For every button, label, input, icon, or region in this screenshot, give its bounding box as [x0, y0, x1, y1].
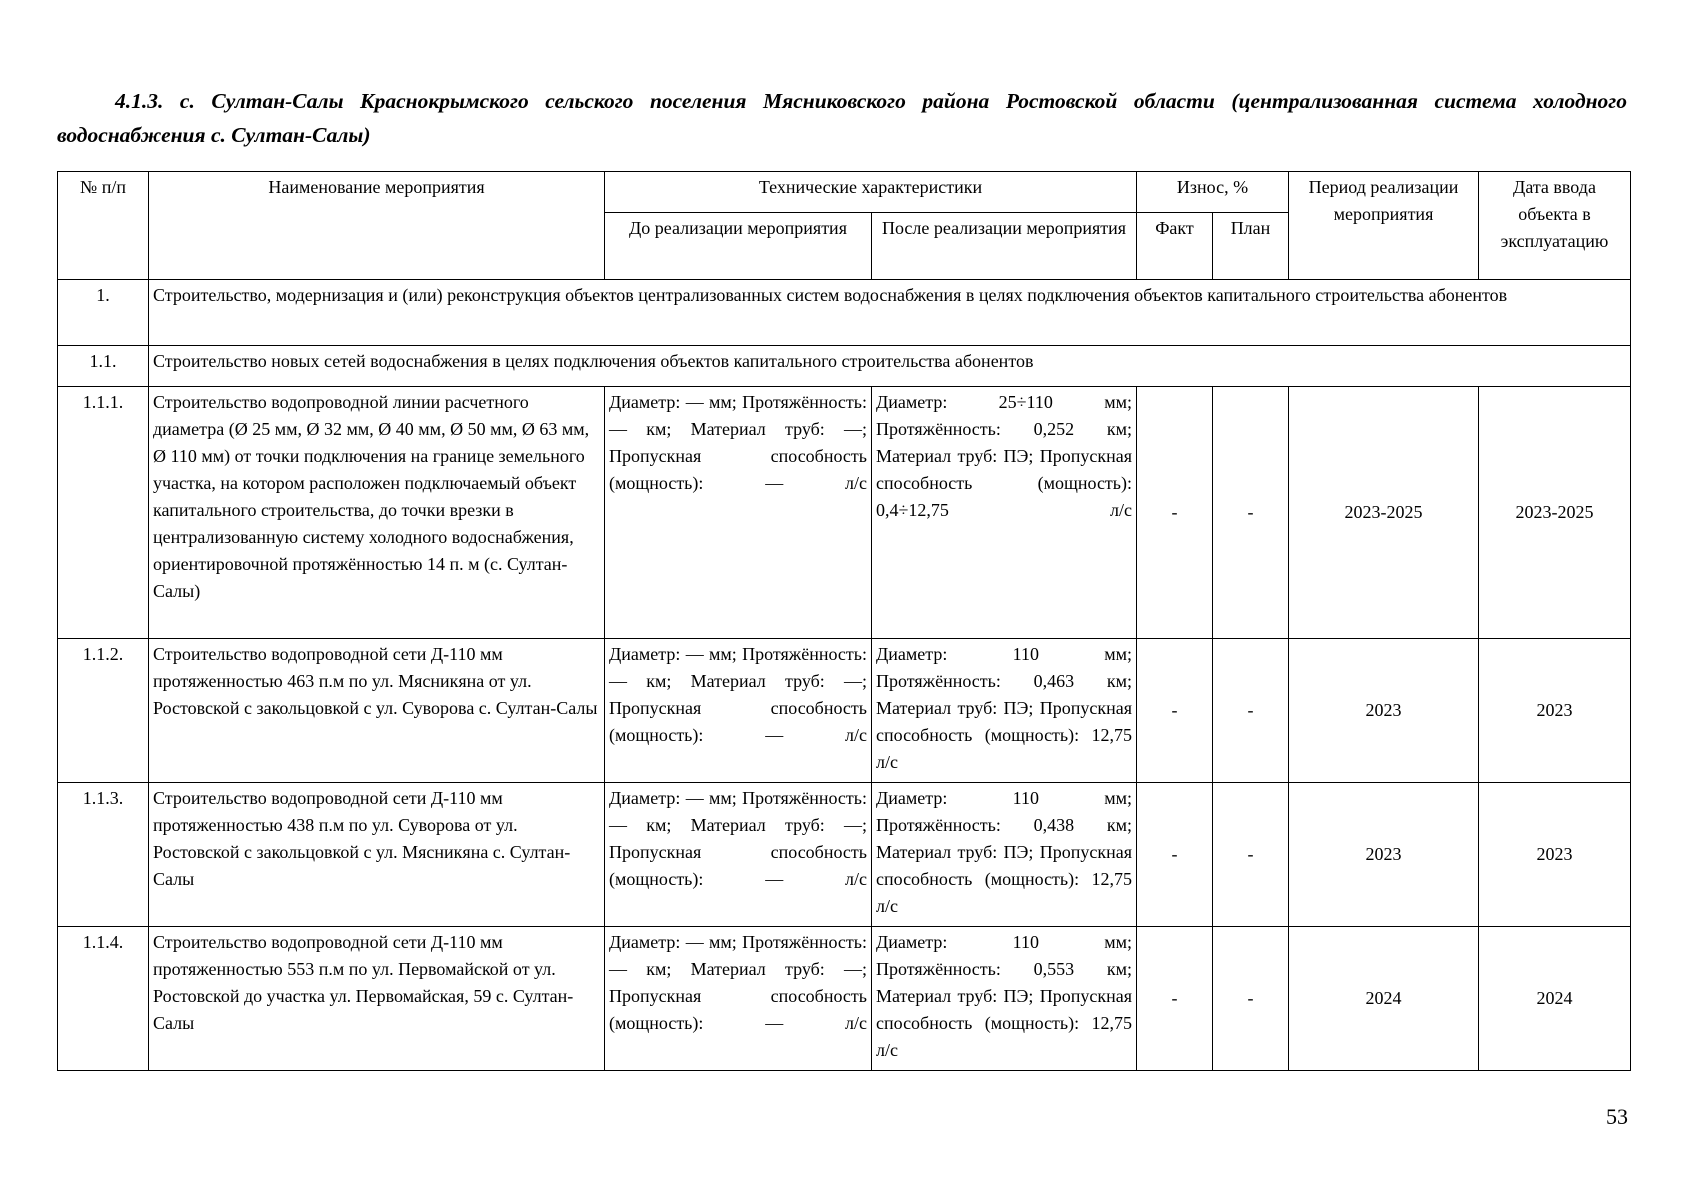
header-date: Дата ввода объекта в эксплуатацию [1479, 172, 1631, 280]
row-before: Диаметр: — мм; Протяжённость: — км; Материал труб: —; Пропускная способность (мощность): — л/с [605, 783, 872, 927]
header-name: Наименование мероприятия [149, 172, 605, 280]
row-fact: - [1137, 639, 1213, 783]
section-heading: 4.1.3. с. Султан-Салы Краснокрымского сельского поселения Мясниковского района Ростовской области (централизованная система холодного водоснабжения с. Султан-Салы) [57, 89, 1627, 147]
page-number: 53 [1606, 1104, 1628, 1129]
row-fact: - [1137, 387, 1213, 639]
row-num: 1.1.2. [58, 639, 149, 783]
header-tech: Технические характеристики [605, 172, 1137, 213]
row-plan: - [1213, 927, 1289, 1071]
section-row-1 [58, 280, 1631, 346]
row-num: 1.1.3. [58, 783, 149, 927]
row-after: Диаметр: 110 мм; Протяжённость: 0,463 км; Материал труб: ПЭ; Пропускная способность (мощность): 12,75 л/с [872, 639, 1137, 783]
row-period: 2024 [1289, 927, 1479, 1071]
row-before: Диаметр: — мм; Протяжённость: — км; Материал труб: —; Пропускная способность (мощность): — л/с [605, 927, 872, 1071]
header-plan: План [1213, 213, 1289, 280]
table-row [58, 927, 1631, 1071]
header-after: После реализации мероприятия [872, 213, 1137, 280]
header-fact: Факт [1137, 213, 1213, 280]
row-num: 1.1.4. [58, 927, 149, 1071]
row-num: 1.1.1. [58, 387, 149, 639]
row-name: Строительство водопроводной линии расчетного диаметра (Ø 25 мм, Ø 32 мм, Ø 40 мм, Ø 50 мм, Ø 63 мм, Ø 110 мм) от точки подключения на границе земельного участка, на котором расположен подключаемый объект капитального строительства, до точки врезки в централизованную систему холодного водоснабжения, ориентировочной протяжённостью 14 п. м (с. Султан-Салы) [149, 387, 605, 639]
row-after: Диаметр: 110 мм; Протяжённость: 0,438 км; Материал труб: ПЭ; Пропускная способность (мощность): 12,75 л/с [872, 783, 1137, 927]
section-row-1-1 [58, 346, 1631, 387]
section-text: Строительство новых сетей водоснабжения в целях подключения объектов капитального строительства абонентов [149, 346, 1631, 387]
row-date: 2024 [1479, 927, 1631, 1071]
header-period: Период реализации мероприятия [1289, 172, 1479, 280]
row-plan: - [1213, 783, 1289, 927]
table-row [58, 783, 1631, 927]
header-before: До реализации мероприятия [605, 213, 872, 280]
header-wear: Износ, % [1137, 172, 1289, 213]
section-num: 1. [58, 280, 149, 346]
row-date: 2023-2025 [1479, 387, 1631, 639]
row-date: 2023 [1479, 783, 1631, 927]
table-row [58, 387, 1631, 639]
row-name: Строительство водопроводной сети Д-110 мм протяженностью 438 п.м по ул. Суворова от ул. Ростовской с закольцовкой с ул. Мясникяна с. Султан-Салы [149, 783, 605, 927]
row-name: Строительство водопроводной сети Д-110 мм протяженностью 463 п.м по ул. Мясникяна от ул. Ростовской с закольцовкой с ул. Суворова с. Султан-Салы [149, 639, 605, 783]
row-period: 2023 [1289, 783, 1479, 927]
row-after: Диаметр: 25÷110 мм; Протяжённость: 0,252 км; Материал труб: ПЭ; Пропускная способность (мощность): 0,4÷12,75 л/с [872, 387, 1137, 639]
section-text: Строительство, модернизация и (или) реконструкция объектов централизованных систем водоснабжения в целях подключения объектов капитального строительства абонентов [149, 280, 1631, 346]
row-date: 2023 [1479, 639, 1631, 783]
header-num: № п/п [58, 172, 149, 280]
row-after: Диаметр: 110 мм; Протяжённость: 0,553 км; Материал труб: ПЭ; Пропускная способность (мощность): 12,75 л/с [872, 927, 1137, 1071]
row-before: Диаметр: — мм; Протяжённость: — км; Материал труб: —; Пропускная способность (мощность): — л/с [605, 387, 872, 639]
row-name: Строительство водопроводной сети Д-110 мм протяженностью 553 п.м по ул. Первомайской от ул. Ростовской до участка ул. Первомайская, 59 с. Султан-Салы [149, 927, 605, 1071]
table-row [58, 639, 1631, 783]
section-num: 1.1. [58, 346, 149, 387]
header-row-1 [58, 172, 1631, 213]
row-plan: - [1213, 639, 1289, 783]
row-fact: - [1137, 927, 1213, 1071]
row-fact: - [1137, 783, 1213, 927]
row-period: 2023-2025 [1289, 387, 1479, 639]
row-period: 2023 [1289, 639, 1479, 783]
row-before: Диаметр: — мм; Протяжённость: — км; Материал труб: —; Пропускная способность (мощность): — л/с [605, 639, 872, 783]
measures-table [57, 171, 1631, 1071]
row-plan: - [1213, 387, 1289, 639]
